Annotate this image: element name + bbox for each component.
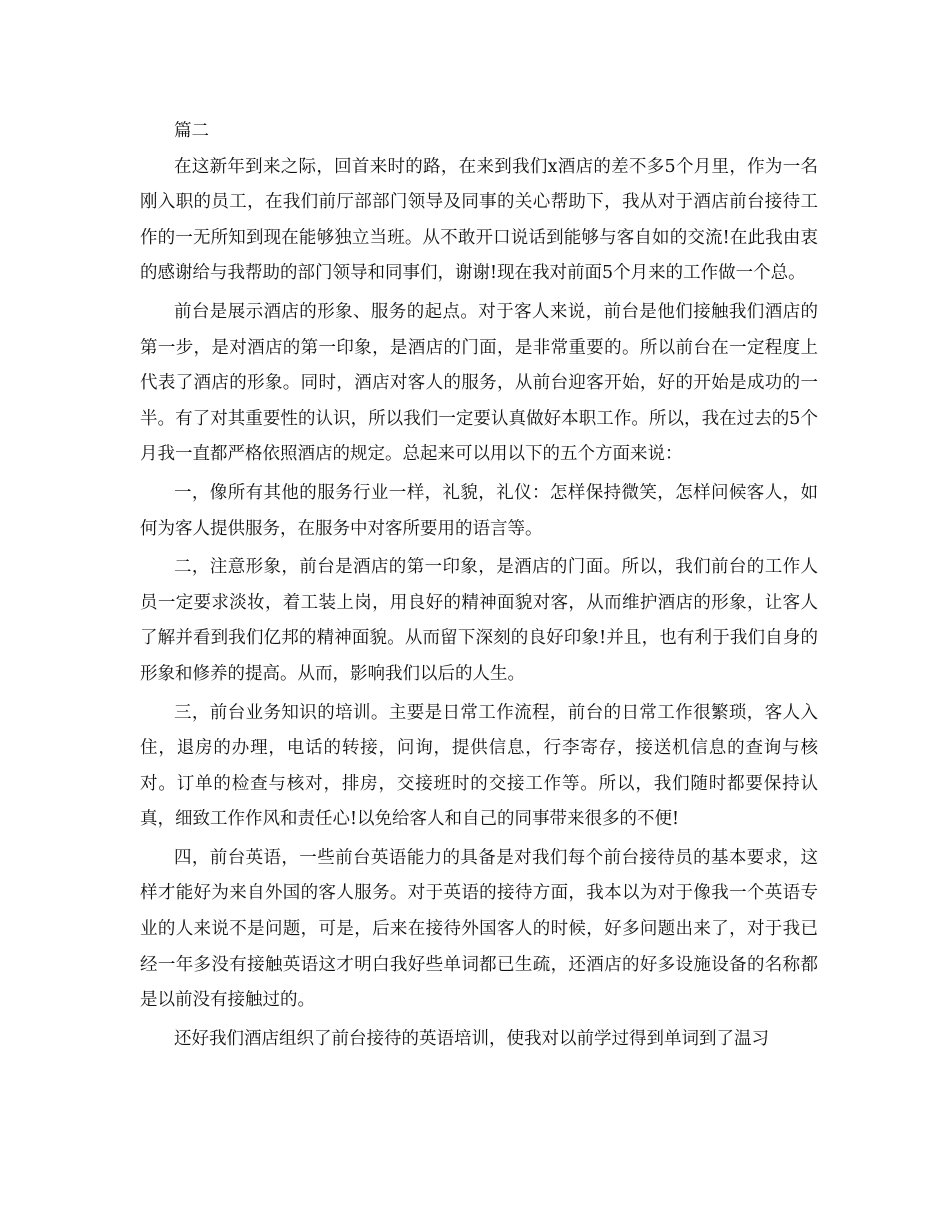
paragraph-2: 前台是展示酒店的形象、服务的起点。对于客人来说，前台是他们接触我们酒店的第一步，是对酒店的第一印象，是酒店的门面，是非常重要的。所以前台在一定程度上代表了酒店的形象。同时，酒店对客人的服务，从前台迎客开始，好的开始是成功的一半。有了对其重要性的认识，所以我们一定要认真做好本职工作。所以，我在过去的5个月我一直都严格依照酒店的规定。总起来可以用以下的五个方面来说：	[140, 301, 818, 465]
paragraph-7: 还好我们酒店组织了前台接待的英语培训，使我对以前学过得到单词到了温习	[174, 1028, 769, 1049]
paragraph-1: 在这新年到来之际，回首来时的路，在来到我们x酒店的差不多5个月里，作为一名刚入职的员工，在我们前厅部部门领导及同事的关心帮助下，我从对于酒店前台接待工作的一无所知到现在能够独立当班。从不敢开口说话到能够与客自如的交流!在此我由衷的感谢给与我帮助的部门领导和同事们，谢谢!现在我对前面5个月来的工作做一个总。	[140, 156, 818, 284]
section-heading: 篇二	[174, 121, 209, 141]
paragraph-3: 一，像所有其他的服务行业一样，礼貌，礼仪：怎样保持微笑，怎样问候客人，如何为客人提供服务，在服务中对客所要用的语言等。	[140, 482, 818, 539]
document-body	[140, 114, 818, 1057]
paragraph-4: 二，注意形象，前台是酒店的第一印象，是酒店的门面。所以，我们前台的工作人员一定要求淡妆，着工装上岗，用良好的精神面貌对客，从而维护酒店的形象，让客人了解并看到我们亿邦的精神面貌。从而留下深刻的良好印象!并且，也有利于我们自身的形象和修养的提高。从而，影响我们以后的人生。	[140, 557, 818, 684]
paragraph-5: 三，前台业务知识的培训。主要是日常工作流程，前台的日常工作很繁琐，客人入住，退房的办理，电话的转接，问询，提供信息，行李寄存，接送机信息的查询与核对。订单的检查与核对，排房，交接班时的交接工作等。所以，我们随时都要保持认真，细致工作作风和责任心!以免给客人和自己的同事带来很多的不便!	[140, 702, 818, 830]
paragraph-6: 四，前台英语，一些前台英语能力的具备是对我们每个前台接待员的基本要求，这样才能好为来自外国的客人服务。对于英语的接待方面，我本以为对于像我一个英语专业的人来说不是问题，可是，后来在接待外国客人的时候，好多问题出来了，对于我已经一年多没有接触英语这才明白我好些单词都已生疏，还酒店的好多设施设备的名称都是以前没有接触过的。	[140, 847, 818, 1011]
